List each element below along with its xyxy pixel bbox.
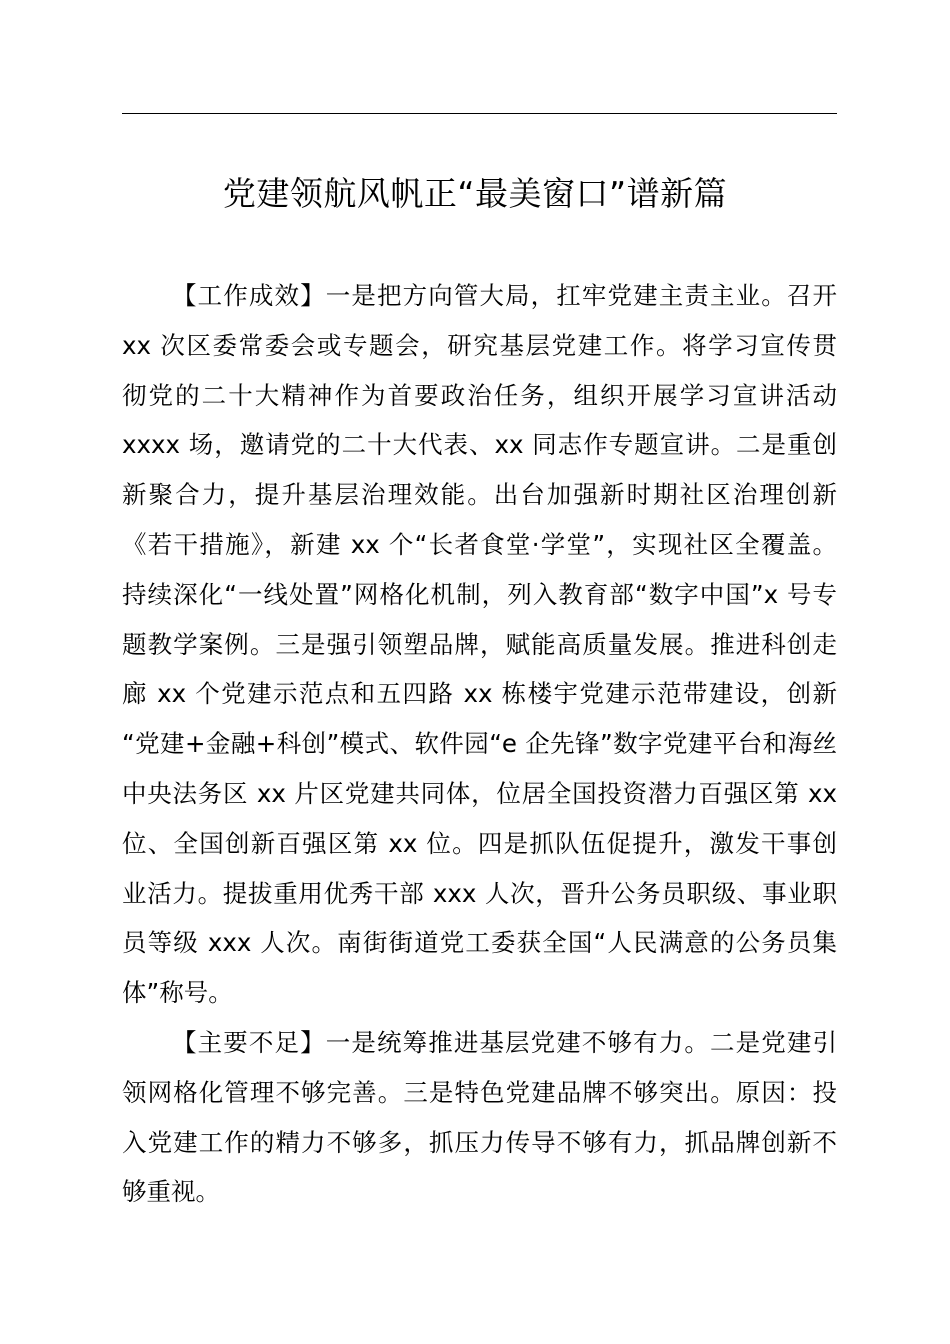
text-line: 业活力。提拔重用优秀干部 xxx 人次，晋升公务员职级、事业职 <box>122 878 837 908</box>
text-line: 《若干措施》，新建 xx 个“长者食堂·学堂”，实现社区全覆盖。 <box>122 529 837 559</box>
text-line: 领网格化管理不够完善。三是特色党建品牌不够突出。原因：投 <box>122 1077 837 1107</box>
text-line: 位、全国创新百强区第 xx 位。四是抓队伍促提升，激发干事创 <box>122 828 837 858</box>
paragraph-achievements <box>122 271 837 1018</box>
document-body <box>122 271 837 1217</box>
text-line: “党建+金融+科创”模式、软件园“e 企先锋”数字党建平台和海丝 <box>122 729 837 759</box>
text-line: 够重视。 <box>122 1177 220 1207</box>
text-line: xx 次区委常委会或专题会，研究基层党建工作。将学习宣传贯 <box>122 330 837 360</box>
text-line: 廊 xx 个党建示范点和五四路 xx 栋楼宇党建示范带建设，创新 <box>122 679 837 709</box>
text-line: 彻党的二十大精神作为首要政治任务，组织开展学习宣讲活动 <box>122 380 837 410</box>
text-line: 中央法务区 xx 片区党建共同体，位居全国投资潜力百强区第 xx <box>122 778 837 808</box>
paragraph-shortcomings <box>122 1018 837 1217</box>
document-title: 党建领航风帆正“最美窗口”谱新篇 <box>222 174 728 213</box>
text-line: 入党建工作的精力不够多，抓压力传导不够有力，抓品牌创新不 <box>122 1127 837 1157</box>
text-line: 体”称号。 <box>122 978 233 1008</box>
text-line: xxxx 场，邀请党的二十大代表、xx 同志作专题宣讲。二是重创 <box>122 430 837 460</box>
text-line: 【工作成效】一是把方向管大局，扛牢党建主责主业。召开 <box>172 281 837 310</box>
text-line: 持续深化“一线处置”网格化机制，列入教育部“数字中国”x 号专 <box>122 579 837 609</box>
text-line: 题教学案例。三是强引领塑品牌，赋能高质量发展。推进科创走 <box>122 629 837 659</box>
text-line: 【主要不足】一是统筹推进基层党建不够有力。二是党建引 <box>172 1027 837 1057</box>
text-line: 员等级 xxx 人次。南街街道党工委获全国“人民满意的公务员集 <box>122 928 837 958</box>
header-rule <box>122 113 837 114</box>
text-line: 新聚合力，提升基层治理效能。出台加强新时期社区治理创新 <box>122 480 837 510</box>
